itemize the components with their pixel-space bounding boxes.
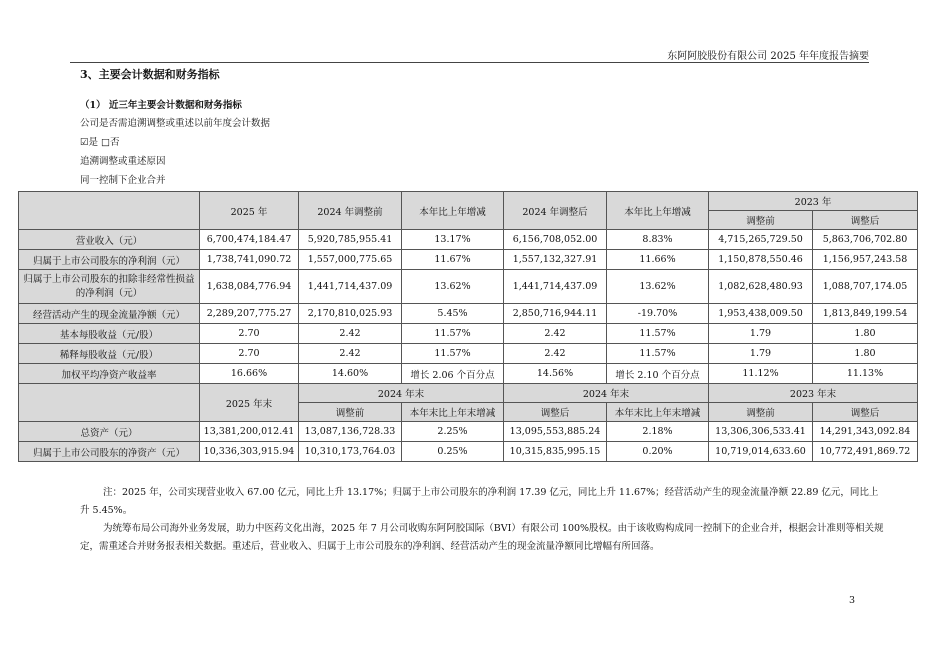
table-row bbox=[19, 250, 918, 270]
cell: 11.12% bbox=[709, 364, 813, 384]
col-2023-end: 2023 年末 bbox=[709, 384, 918, 403]
cell: 增长 2.06 个百分点 bbox=[402, 364, 504, 384]
cell: 1.80 bbox=[813, 324, 918, 344]
col-end-before: 调整前 bbox=[299, 403, 402, 422]
cell: 1,557,000,775.65 bbox=[299, 250, 402, 270]
table-row bbox=[19, 344, 918, 364]
col-2023-end-after: 调整后 bbox=[813, 403, 918, 422]
cell: 5,920,785,955.41 bbox=[299, 230, 402, 250]
cell: 2.18% bbox=[607, 422, 709, 442]
cell: 1,156,957,243.58 bbox=[813, 250, 918, 270]
cell: 6,700,474,184.47 bbox=[200, 230, 299, 250]
cell: 11.13% bbox=[813, 364, 918, 384]
cell: 14.56% bbox=[504, 364, 607, 384]
cell: 14.60% bbox=[299, 364, 402, 384]
cell: 16.66% bbox=[200, 364, 299, 384]
cell: 1,638,084,776.94 bbox=[200, 270, 299, 304]
restatement-question: 公司是否需追溯调整或重述以前年度会计数据 bbox=[80, 118, 271, 129]
row-label: 归属于上市公司股东的净利润（元） bbox=[19, 250, 200, 270]
cell: 2.42 bbox=[504, 344, 607, 364]
cell: 4,715,265,729.50 bbox=[709, 230, 813, 250]
cell: 10,772,491,869.72 bbox=[813, 442, 918, 462]
cell: 8.83% bbox=[607, 230, 709, 250]
cell: 1,953,438,009.50 bbox=[709, 304, 813, 324]
row-label: 加权平均净资产收益率 bbox=[19, 364, 200, 384]
page-number: 3 bbox=[849, 595, 856, 606]
cell: 13,306,306,533.41 bbox=[709, 422, 813, 442]
row-label: 归属于上市公司股东的扣除非经常性损益的净利润（元） bbox=[19, 270, 200, 304]
cell: 1,441,714,437.09 bbox=[504, 270, 607, 304]
col-2024-before: 2024 年调整前 bbox=[299, 192, 402, 230]
table-row bbox=[19, 324, 918, 344]
cell: 2,289,207,775.27 bbox=[200, 304, 299, 324]
row-label: 总资产（元） bbox=[19, 422, 200, 442]
cell: 5.45% bbox=[402, 304, 504, 324]
section-title: 3、主要会计数据和财务指标 bbox=[80, 68, 220, 81]
cell: -19.70% bbox=[607, 304, 709, 324]
cell: 1,082,628,480.93 bbox=[709, 270, 813, 304]
header-divider bbox=[70, 62, 869, 63]
cell: 5,863,706,702.80 bbox=[813, 230, 918, 250]
cell: 2.25% bbox=[402, 422, 504, 442]
col-2023-before: 调整前 bbox=[709, 211, 813, 230]
cell: 增长 2.10 个百分点 bbox=[607, 364, 709, 384]
col-2025: 2025 年 bbox=[200, 192, 299, 230]
cell: 13,087,136,728.33 bbox=[299, 422, 402, 442]
col-yoy-2: 本年比上年增减 bbox=[607, 192, 709, 230]
cell: 1,150,878,550.46 bbox=[709, 250, 813, 270]
row-label: 基本每股收益（元/股） bbox=[19, 324, 200, 344]
cell: 11.66% bbox=[607, 250, 709, 270]
cell: 1,557,132,327.91 bbox=[504, 250, 607, 270]
cell: 1,813,849,199.54 bbox=[813, 304, 918, 324]
reason-text: 同一控制下企业合并 bbox=[80, 175, 166, 186]
cell: 10,336,303,915.94 bbox=[200, 442, 299, 462]
note-paragraph-2: 为统筹布局公司海外业务发展，助力中医药文化出海，2025 年 7 月公司收购东阿阿胶国际（BVI）有限公司 100%股权。由于该收购构成同一控制下的企业合并，根据会计准则等相关规定，需重述合并财务报表相关数据。重述后，营业收入、归属于上市公司股东的净利润、经营活动产生的现金流量净额同比增幅有所回落。 bbox=[80, 523, 884, 552]
cell: 2.42 bbox=[299, 344, 402, 364]
cell: 1,088,707,174.05 bbox=[813, 270, 918, 304]
table-row bbox=[19, 364, 918, 384]
subsection-title: （1） 近三年主要会计数据和财务指标 bbox=[80, 100, 242, 111]
row-label: 归属于上市公司股东的净资产（元） bbox=[19, 442, 200, 462]
cell: 6,156,708,052.00 bbox=[504, 230, 607, 250]
note-paragraph-1: 注：2025 年，公司实现营业收入 67.00 亿元，同比上升 13.17%；归属于上市公司股东的净利润 17.39 亿元，同比上升 11.67%；经营活动产生的现金流量净额 22.89 亿元，同比上升 5.45%。 bbox=[80, 487, 879, 516]
col-2025-end: 2025 年末 bbox=[200, 384, 299, 422]
cell: 2.42 bbox=[504, 324, 607, 344]
cell: 2,850,716,944.11 bbox=[504, 304, 607, 324]
cell: 1.79 bbox=[709, 324, 813, 344]
row-label: 经营活动产生的现金流量净额（元） bbox=[19, 304, 200, 324]
col-yoy-1: 本年比上年增减 bbox=[402, 192, 504, 230]
cell: 13.17% bbox=[402, 230, 504, 250]
reason-label: 追溯调整或重述原因 bbox=[80, 156, 166, 167]
table-row bbox=[19, 304, 918, 324]
cell: 0.25% bbox=[402, 442, 504, 462]
cell: 13,095,553,885.24 bbox=[504, 422, 607, 442]
cell: 11.57% bbox=[402, 324, 504, 344]
col-2024-after: 2024 年调整后 bbox=[504, 192, 607, 230]
cell: 11.67% bbox=[402, 250, 504, 270]
cell: 2,170,810,025.93 bbox=[299, 304, 402, 324]
cell: 13,381,200,012.41 bbox=[200, 422, 299, 442]
header-blank bbox=[19, 192, 200, 230]
table-row bbox=[19, 422, 918, 442]
cell: 1,738,741,090.72 bbox=[200, 250, 299, 270]
col-2024-end-a: 2024 年末 bbox=[299, 384, 504, 403]
row-label: 营业收入（元） bbox=[19, 230, 200, 250]
col-end-change-2: 本年末比上年末增减 bbox=[607, 403, 709, 422]
cell: 13.62% bbox=[402, 270, 504, 304]
cell: 14,291,343,092.84 bbox=[813, 422, 918, 442]
cell: 1,441,714,437.09 bbox=[299, 270, 402, 304]
cell: 10,315,835,995.15 bbox=[504, 442, 607, 462]
cell: 10,310,173,764.03 bbox=[299, 442, 402, 462]
table-row bbox=[19, 230, 918, 250]
cell: 10,719,014,633.60 bbox=[709, 442, 813, 462]
header-blank-2 bbox=[19, 384, 200, 422]
row-label: 稀释每股收益（元/股） bbox=[19, 344, 200, 364]
page-header: 东阿阿胶股份有限公司 2025 年年度报告摘要 bbox=[667, 51, 869, 62]
cell: 1.79 bbox=[709, 344, 813, 364]
col-end-change-1: 本年末比上年末增减 bbox=[402, 403, 504, 422]
col-2023: 2023 年 bbox=[709, 192, 918, 211]
cell: 2.70 bbox=[200, 344, 299, 364]
col-end-after: 调整后 bbox=[504, 403, 607, 422]
table-row bbox=[19, 442, 918, 462]
cell: 2.42 bbox=[299, 324, 402, 344]
cell: 2.70 bbox=[200, 324, 299, 344]
table-row bbox=[19, 270, 918, 304]
cell: 11.57% bbox=[607, 344, 709, 364]
cell: 13.62% bbox=[607, 270, 709, 304]
cell: 11.57% bbox=[607, 324, 709, 344]
col-2024-end-b: 2024 年末 bbox=[504, 384, 709, 403]
col-2023-end-before: 调整前 bbox=[709, 403, 813, 422]
col-2023-after: 调整后 bbox=[813, 211, 918, 230]
cell: 1.80 bbox=[813, 344, 918, 364]
cell: 0.20% bbox=[607, 442, 709, 462]
restatement-answer: ☑是 □否 bbox=[80, 137, 120, 148]
financial-indicators-table bbox=[18, 191, 918, 462]
cell: 11.57% bbox=[402, 344, 504, 364]
